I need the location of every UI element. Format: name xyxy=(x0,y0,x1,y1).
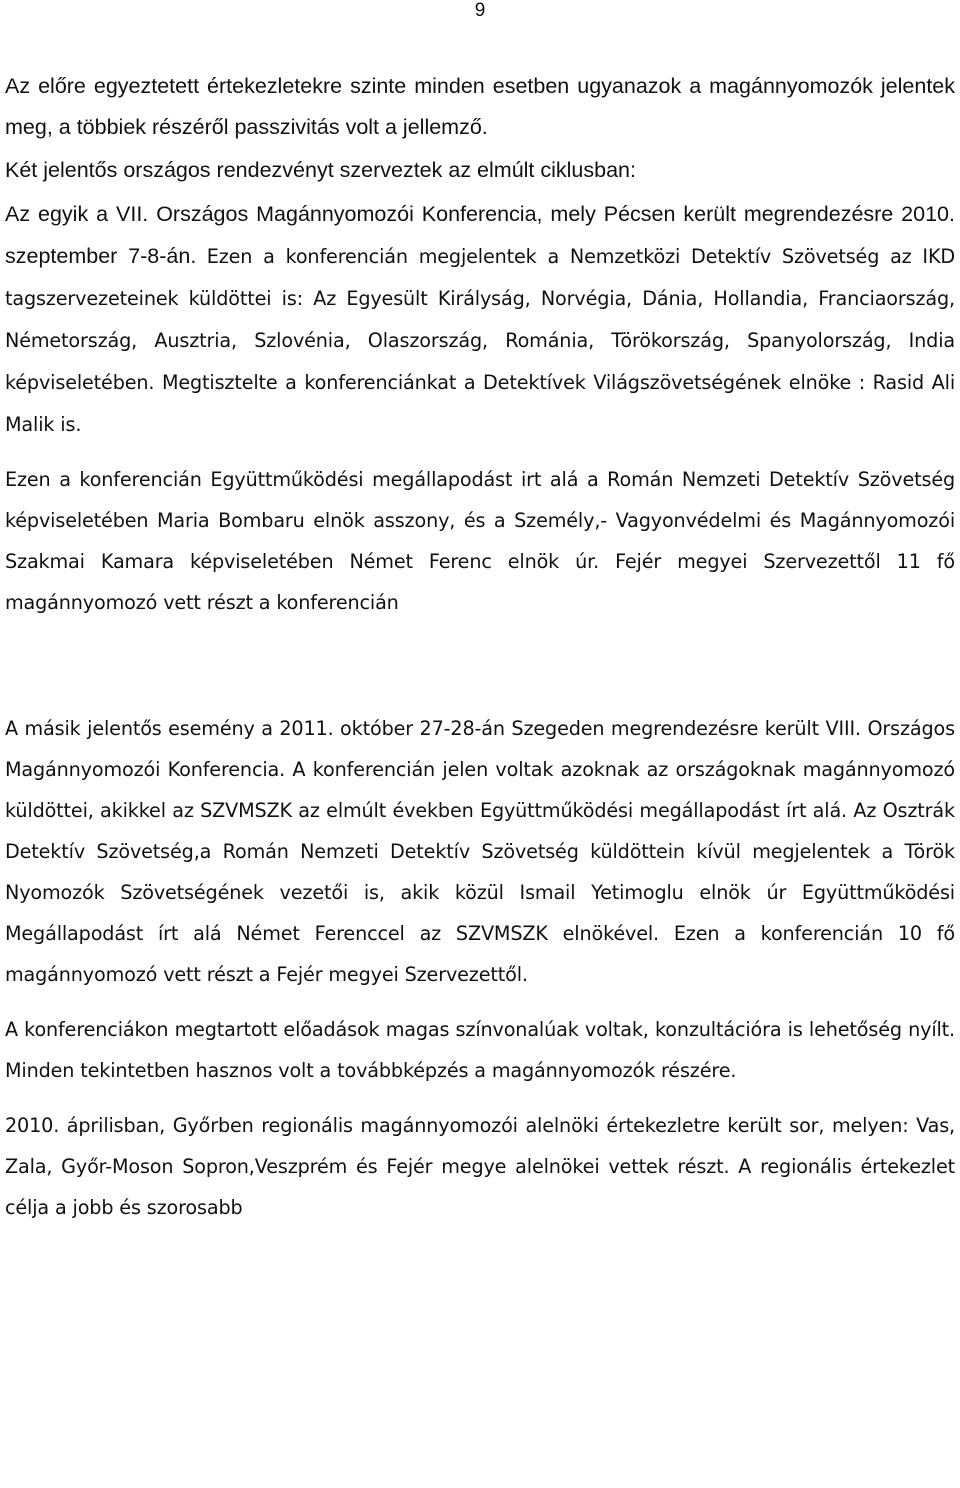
paragraph-events-intro: Két jelentős országos rendezvényt szerveztek az elmúlt ciklusban: xyxy=(5,158,636,182)
paragraph-gyor-meeting: 2010. áprilisban, Győrben regionális magánnyomozói alelnöki értekezletre került sor, melyen: Vas, Zala, Győr-Moson Sopron,Veszprém és Fejér megye alelnökei vettek részt. A regionális értekezlet célja a jobb és szorosabb xyxy=(5,1114,955,1219)
document-body xyxy=(5,66,955,1228)
paragraph-cooperation-agreement: Ezen a konferencián Együttműködési megállapodást irt alá a Román Nemzeti Detektív Szövetség képviseletében Maria Bombaru elnök asszony, és a Személy,- Vagyonvédelmi és Magánnyomozói Szakmai Kamara képviseletében Német Ferenc elnök úr. Fejér megyei Szervezettől 11 fő magánnyomozó vett részt a konferencián xyxy=(5,468,955,614)
paragraph-lectures: A konferenciákon megtartott előadások magas színvonalúak voltak, konzultációra is lehetőség nyílt. Minden tekintetben hasznos volt a továbbképzés a magánnyomozók részére. xyxy=(5,1018,955,1082)
page-number: 9 xyxy=(474,0,486,21)
paragraph-pecs-conference xyxy=(5,193,955,445)
pecs-conference-intro: Az egyik a VII. Országos Magánnyomozói Konferencia, mely Pécsen került megrendezésre 2010. szeptember 7-8-án. xyxy=(5,202,955,268)
paragraph-meetings: Az előre egyeztetett értekezletekre szinte minden esetben ugyanazok a magánnyomozók jelentek meg, a többiek részéről passzivitás volt a jellemző. xyxy=(5,74,955,139)
pecs-conference-delegates: Ezen a konferencián megjelentek a Nemzetközi Detektív Szövetség az IKD tagszervezeteinek küldöttei is: Az Egyesült Királyság, Norvégia, Dánia, Hollandia, Franciaország, Németország, Ausztria, Szlovénia, Olaszország, Románia, Törökország, Spanyolország, India képviseletében. Megtisztelte a konferenciánkat a Detektívek Világszövetségének elnöke : Rasid Ali Malik is. xyxy=(5,245,956,436)
paragraph-szeged-conference: A másik jelentős esemény a 2011. október 27-28-án Szegeden megrendezésre került VIII. Országos Magánnyomozói Konferencia. A konferencián jelen voltak azoknak az országoknak magánnyomozó küldöttei, akikkel az SZVMSZK az elmúlt években Együttműködési megállapodást írt alá. Az Osztrák Detektív Szövetség,a Román Nemzeti Detektív Szövetség küldöttein kívül megjelentek a Török Nyomozók Szövetségének vezetői is, akik közül Ismail Yetimoglu elnök úr Együttműködési Megállapodást írt alá Német Ferenccel az SZVMSZK elnökével. Ezen a konferencián 10 fő magánnyomozó vett részt a Fejér megyei Szervezettől. xyxy=(5,717,955,986)
